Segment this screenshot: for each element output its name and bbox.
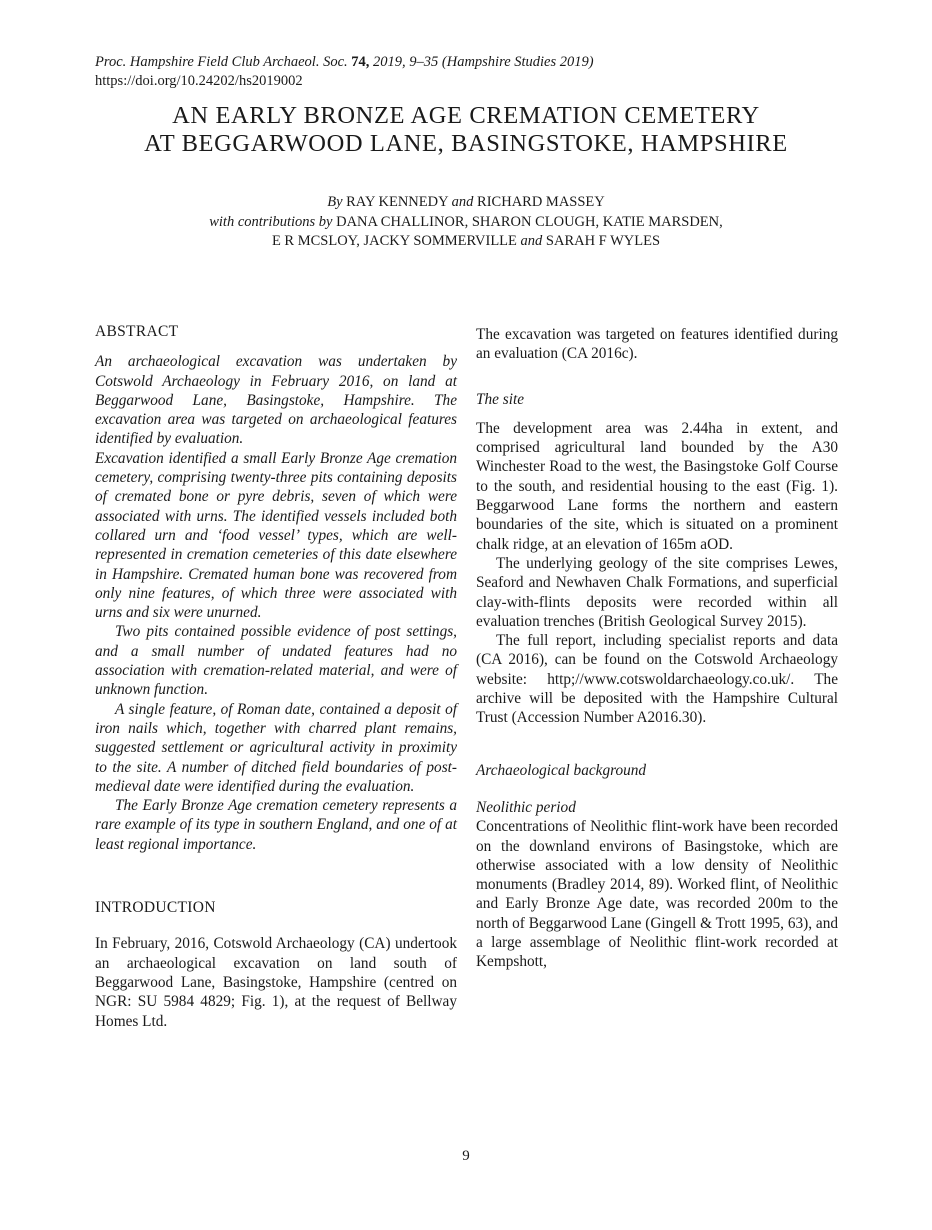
author-1: RAY KENNEDY [346,194,449,210]
neolithic-paragraph-1: Concentrations of Neolithic flint-work have been recorded on the downland environs of Basingstoke, which are otherwise associated with a low density of Neolithic monuments (Bradley 2014, 89). Worked flint, of Neolithic and Early Bronze Age date, was recorded 200m to the north of Beggarwood Lane (Gingell & Trott 1995, 63), and a large assemblage of Neolithic flint-work recorded at Kempshott, [476,818,838,971]
citation-prefix: Proc. Hampshire Field Club Archaeol. Soc. [95,54,348,70]
contributors-1: DANA CHALLINOR, SHARON CLOUGH, KATIE MARSDEN, [336,213,723,230]
abstract-paragraph-1: An archaeological excavation was undertaken by Cotswold Archaeology in February 2016, on land at Beggarwood Lane, Basingstoke, Hampshire. The excavation area was targeted on archaeological features identified by evaluation. [95,353,457,448]
doi-link[interactable]: https://doi.org/10.24202/hs2019002 [95,73,303,89]
and-label-1: and [451,194,474,210]
citation-line [95,53,594,72]
paper-title [0,102,932,158]
site-paragraph-1: The development area was 2.44ha in extent, and comprised agricultural land bounded by the A30 Winchester Road to the west, the Basingstoke Golf Course to the south, and residential housing to the east (Fig. 1). Beggarwood Lane forms the northern and eastern boundaries of the site, which is situated on a prominent chalk ridge, at an elevation of 165m aOD. [476,419,838,553]
introduction-heading: INTRODUCTION [95,899,216,917]
site-heading: The site [476,390,525,408]
citation-suffix: 2019, 9–35 (Hampshire Studies 2019) [373,54,594,70]
abstract [95,352,457,854]
journal-header [95,53,594,91]
site-paragraph-2: The underlying geology of the site comprises Lewes, Seaford and Newhaven Chalk Formations, and superficial clay-with-flints deposits were recorded within all evaluation trenches (British Geological Survey 2015). [476,554,838,630]
abstract-paragraph-5: The Early Bronze Age cremation cemetery represents a rare example of its type in southern England, and one of at least regional importance. [95,797,457,853]
page-number: 9 [462,1148,470,1164]
introduction-paragraph-1: In February, 2016, Cotswold Archaeology (CA) undertook an archaeological excavation on land south of Beggarwood Lane, Basingstoke, Hampshire (centred on NGR: SU 5984 4829; Fig. 1), at the request of Bellway Homes Ltd. [95,935,457,1030]
contributors-3: SARAH F WYLES [545,233,661,249]
abstract-heading: ABSTRACT [95,323,179,340]
neolithic-heading: Neolithic period [476,798,576,816]
contributors-2: E R MCSLOY, JACKY SOMMERVILLE [271,233,517,249]
right-column [476,325,838,972]
author-2: RICHARD MASSEY [477,194,605,210]
author-line [0,193,932,213]
with-contributions-label: with contributions by [209,213,333,230]
contributors-line-2 [0,232,932,252]
abstract-paragraph-2: Excavation identified a small Early Bronze Age cremation cemetery, comprising twenty-three pits containing deposits of cremated bone or pyre debris, seven of which were associated with urns. The identified vessels included both collared urn and ‘food vessel’ types, which are well-represented in cremation cemeteries of this date elsewhere in Hampshire. Cremated human bone was recovered from only nine features, of which three were associated with urns and six were unurned. [95,449,457,622]
and-label-2: and [520,233,543,249]
background-heading: Archaeological background [476,761,647,779]
abstract-paragraph-4: A single feature, of Roman date, contained a deposit of iron nails which, together with charred plant remains, suggested settlement or agricultural activity in proximity to the site. A number of ditched field boundaries of post-medieval date were identified during the evaluation. [95,700,457,795]
abstract-paragraph-3: Two pits contained possible evidence of post settings, and a small number of undated features had no association with cremation-related material, and were of unknown function. [95,623,457,699]
title-line-1: AN EARLY BRONZE AGE CREMATION CEMETERY [172,102,760,129]
introduction-paragraph-2: The excavation was targeted on features identified during an evaluation (CA 2016c). [476,326,838,363]
author-block [0,193,932,252]
title-line-2: AT BEGGARWOOD LANE, BASINGSTOKE, HAMPSHIRE [144,130,788,157]
left-column [95,322,457,1031]
citation-volume: 74, [351,54,370,70]
contributors-line-1 [0,213,932,233]
site-paragraph-3: The full report, including specialist reports and data (CA 2016), can be found on the Cotswold Archaeology website: http;//www.cotswoldarchaeology.co.uk/. The archive will be deposited with the Hampshire Cultural Trust (Accession Number A2016.30). [476,632,838,727]
by-label: By [327,194,343,210]
